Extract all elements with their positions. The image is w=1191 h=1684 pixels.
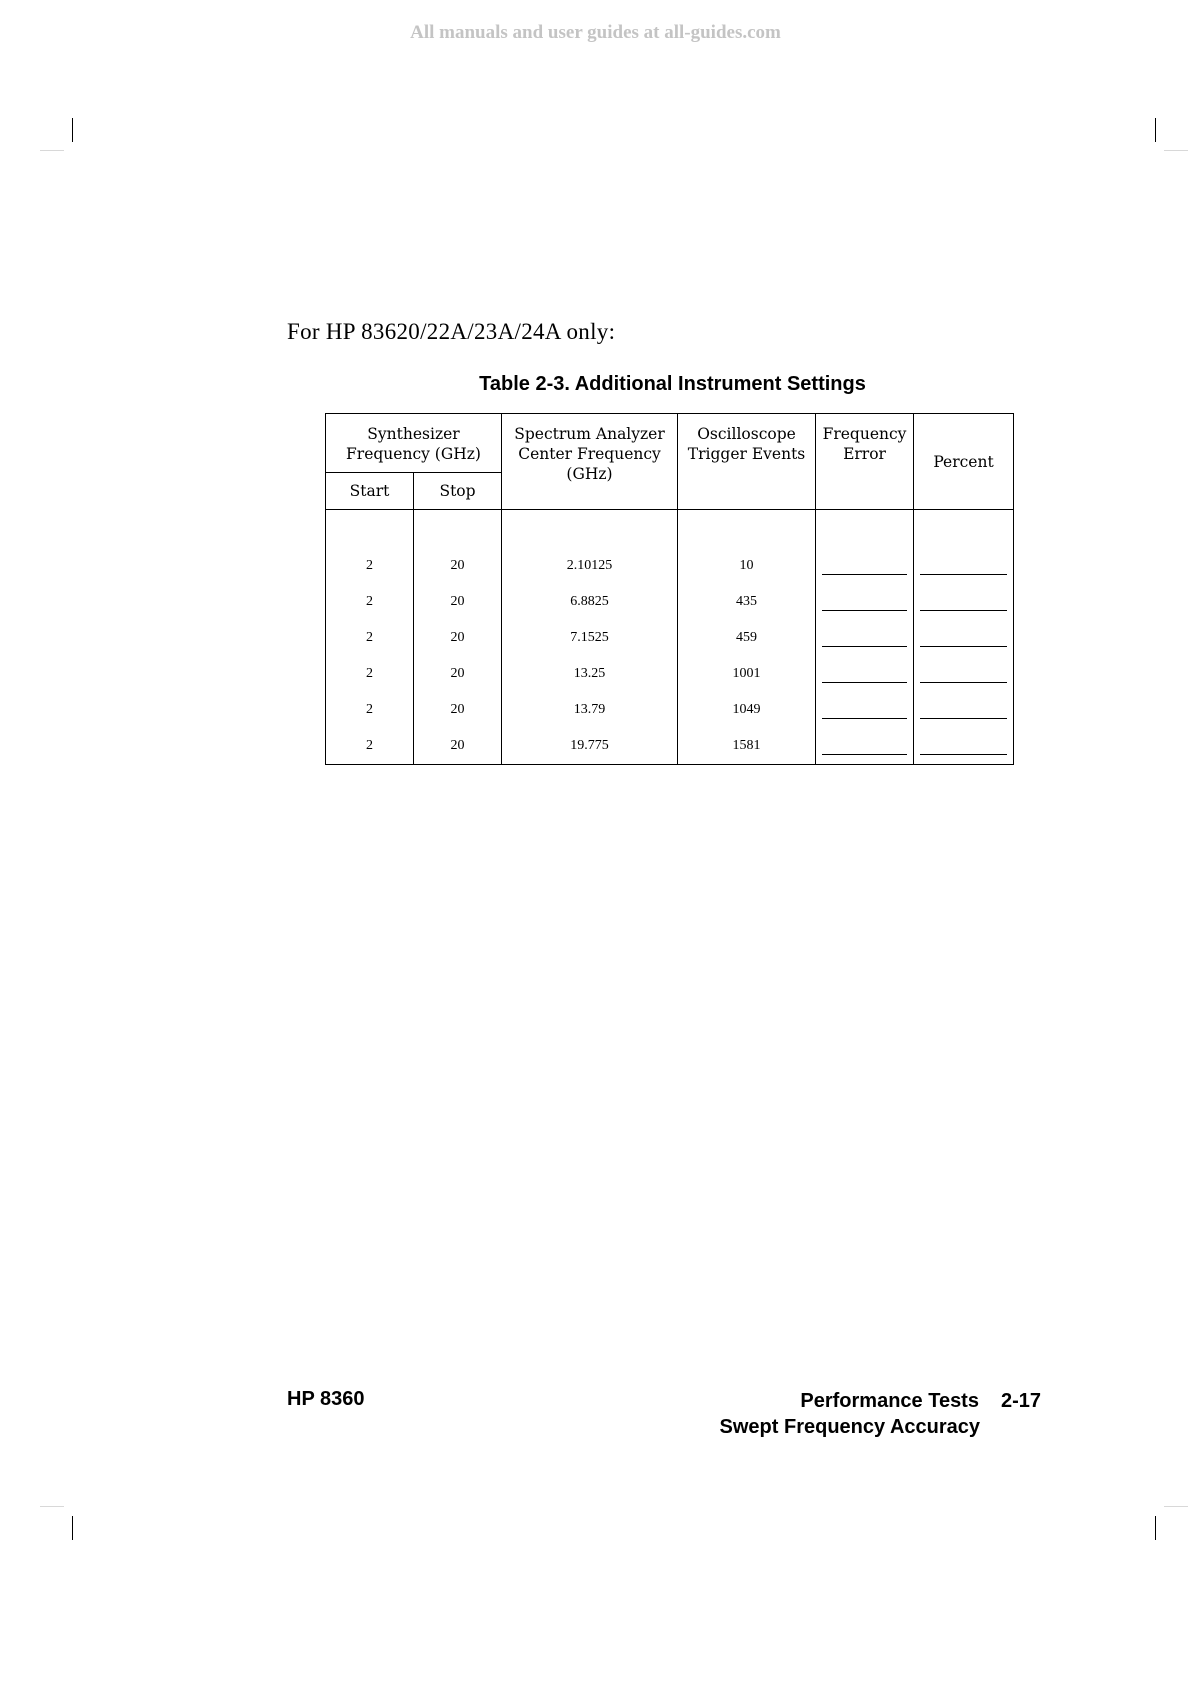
cell-center-frequency: 19.775 xyxy=(502,728,678,765)
header-spec-line3: (GHz) xyxy=(566,465,613,483)
header-start: Start xyxy=(326,473,414,510)
cell-frequency-error xyxy=(816,692,914,728)
cell-center-frequency: 6.8825 xyxy=(502,584,678,620)
frequency-error-blank xyxy=(822,702,907,719)
percent-blank xyxy=(920,630,1007,647)
cell-frequency-error xyxy=(816,656,914,692)
intro-text: For HP 83620/22A/23A/24A only: xyxy=(287,319,616,344)
crop-mark-top-right xyxy=(1155,118,1156,142)
cell-stop: 20 xyxy=(414,584,502,620)
cell-frequency-error xyxy=(816,728,914,765)
header-osc-line2: Trigger Events xyxy=(687,445,806,463)
cell-percent xyxy=(914,620,1014,656)
frequency-error-blank xyxy=(822,594,907,611)
cell-stop: 20 xyxy=(414,656,502,692)
cell-percent xyxy=(914,584,1014,620)
cell-center-frequency: 7.1525 xyxy=(502,620,678,656)
crop-mark-top-left-h xyxy=(40,150,64,151)
header-spectrum-analyzer xyxy=(502,414,678,510)
cell-stop: 20 xyxy=(414,692,502,728)
crop-mark-bottom-left xyxy=(72,1516,73,1540)
footer-subsection: Swept Frequency Accuracy xyxy=(719,1416,980,1438)
cell-percent xyxy=(914,728,1014,765)
cell-start: 2 xyxy=(326,620,414,656)
cell-center-frequency: 13.25 xyxy=(502,656,678,692)
percent-blank xyxy=(920,558,1007,575)
header-stop: Stop xyxy=(414,473,502,510)
cell-frequency-error xyxy=(816,620,914,656)
header-osc-line1: Oscilloscope xyxy=(697,425,796,443)
header-spec-line2: Center Frequency xyxy=(518,445,661,463)
footer-page-number: 2-17 xyxy=(1000,1390,1041,1412)
cell-center-frequency: 2.10125 xyxy=(502,548,678,584)
spacer-row xyxy=(326,510,1014,549)
cell-trigger-events: 10 xyxy=(678,548,816,584)
cell-percent xyxy=(914,656,1014,692)
header-synthesizer-frequency xyxy=(326,414,502,473)
cell-frequency-error xyxy=(816,548,914,584)
table-row xyxy=(326,620,1014,656)
cell-trigger-events: 1049 xyxy=(678,692,816,728)
percent-blank xyxy=(920,666,1007,683)
table-row xyxy=(326,548,1014,584)
table-row xyxy=(326,692,1014,728)
cell-trigger-events: 1001 xyxy=(678,656,816,692)
cell-trigger-events: 1581 xyxy=(678,728,816,765)
table-row xyxy=(326,656,1014,692)
header-spec-line1: Spectrum Analyzer xyxy=(514,425,665,443)
footer-section: Performance Tests xyxy=(800,1390,979,1412)
cell-trigger-events: 459 xyxy=(678,620,816,656)
table-row xyxy=(326,584,1014,620)
header-percent: Percent xyxy=(914,414,1014,510)
crop-mark-top-left xyxy=(72,118,73,142)
cell-start: 2 xyxy=(326,728,414,765)
header-freq-line2: Error xyxy=(843,445,886,463)
footer-right xyxy=(720,1388,1041,1440)
cell-percent xyxy=(914,692,1014,728)
crop-mark-bottom-right xyxy=(1155,1516,1156,1540)
percent-blank xyxy=(920,702,1007,719)
frequency-error-blank xyxy=(822,666,907,683)
cell-percent xyxy=(914,548,1014,584)
cell-start: 2 xyxy=(326,692,414,728)
cell-stop: 20 xyxy=(414,728,502,765)
header-oscilloscope xyxy=(678,414,816,510)
footer-model: HP 8360 xyxy=(287,1388,365,1410)
percent-blank xyxy=(920,738,1007,755)
watermark: All manuals and user guides at all-guides.com xyxy=(410,22,781,43)
cell-trigger-events: 435 xyxy=(678,584,816,620)
table-title: Table 2-3. Additional Instrument Settings xyxy=(479,373,866,395)
header-synth-line2: Frequency (GHz) xyxy=(346,445,481,463)
frequency-error-blank xyxy=(822,738,907,755)
instrument-settings-table xyxy=(325,413,1014,765)
cell-frequency-error xyxy=(816,584,914,620)
header-frequency-error xyxy=(816,414,914,510)
cell-center-frequency: 13.79 xyxy=(502,692,678,728)
crop-mark-bottom-left-h xyxy=(40,1506,64,1507)
cell-stop: 20 xyxy=(414,620,502,656)
header-synth-line1: Synthesizer xyxy=(367,425,460,443)
cell-stop: 20 xyxy=(414,548,502,584)
table-row xyxy=(326,728,1014,765)
cell-start: 2 xyxy=(326,656,414,692)
crop-mark-top-right-h xyxy=(1164,150,1188,151)
cell-start: 2 xyxy=(326,548,414,584)
cell-start: 2 xyxy=(326,584,414,620)
crop-mark-bottom-right-h xyxy=(1164,1506,1188,1507)
header-freq-line1: Frequency xyxy=(822,425,907,443)
frequency-error-blank xyxy=(822,630,907,647)
frequency-error-blank xyxy=(822,558,907,575)
percent-blank xyxy=(920,594,1007,611)
